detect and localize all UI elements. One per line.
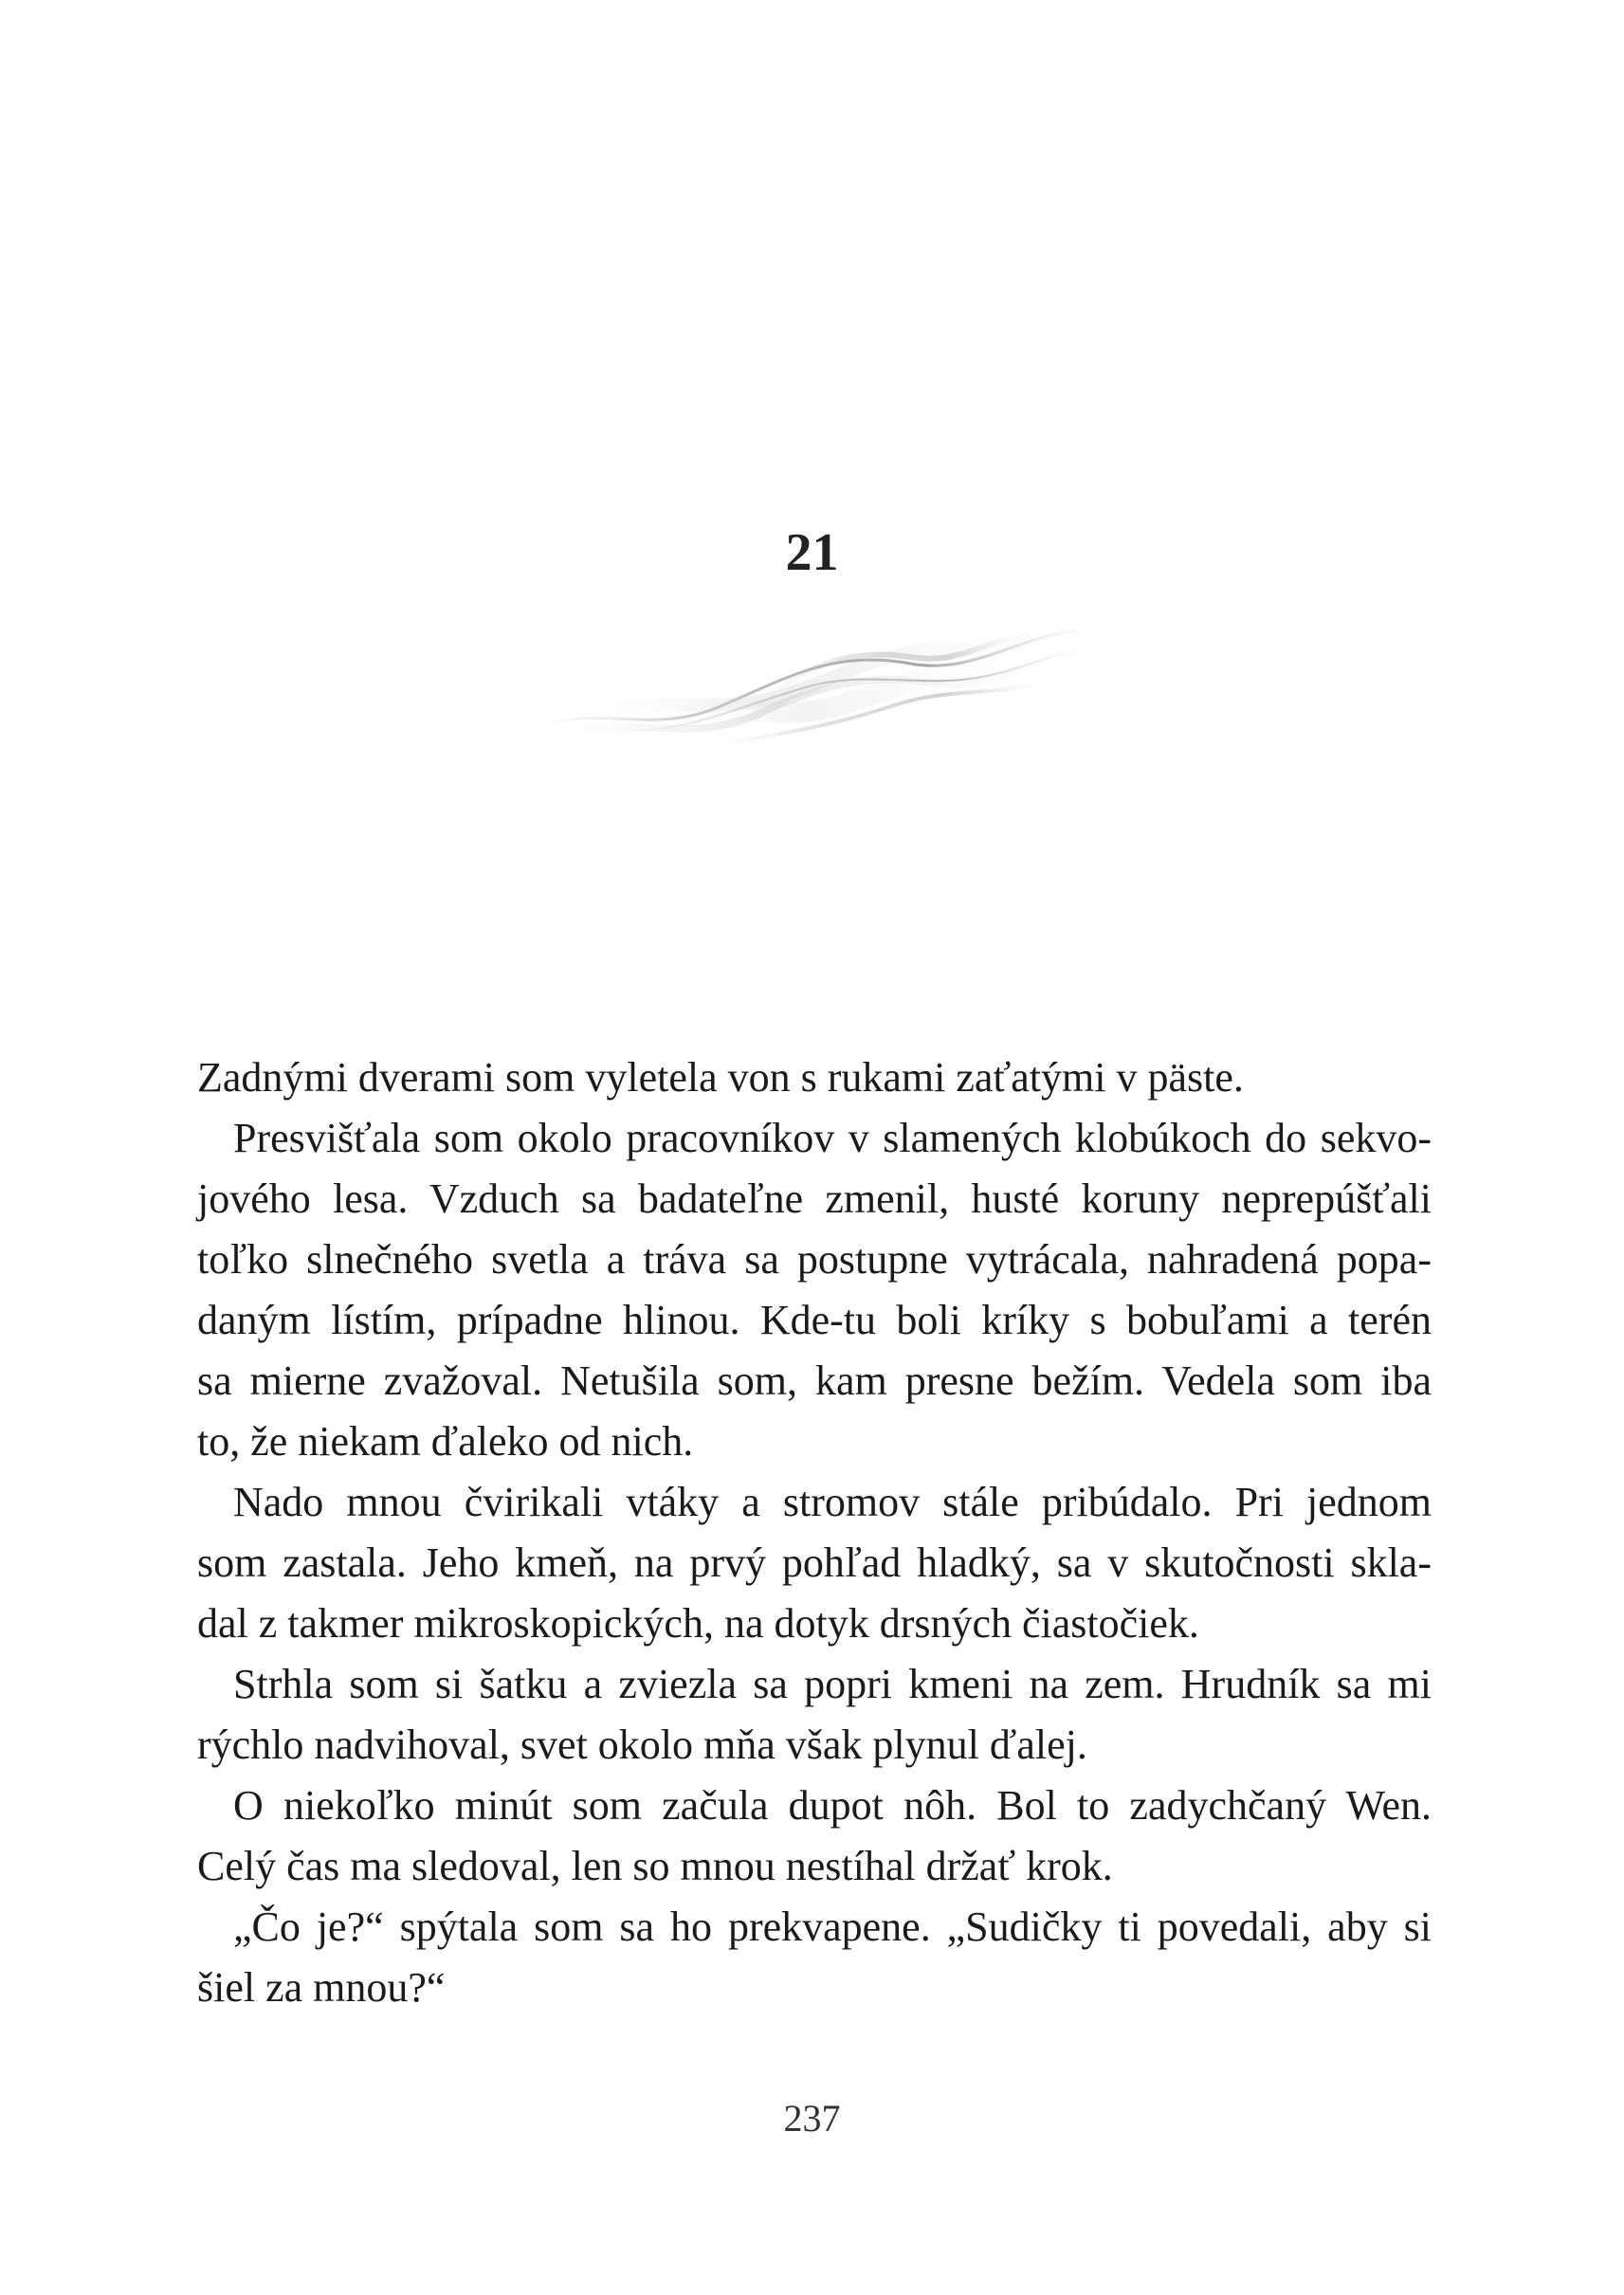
text-line: Nado mnou čvirikali vtáky a stromov stále pribúdalo. Pri jednom xyxy=(233,1479,1432,1525)
text-line: Strhla som si šatku a zviezla sa popri kmeni na zem. Hrudník sa mi xyxy=(233,1661,1432,1707)
text-line: Presvišťala som okolo pracovníkov v slamených klobúkoch do sekvo- xyxy=(233,1115,1432,1161)
page-number: 237 xyxy=(783,2097,841,2140)
text-line: dal z takmer mikroskopických, na dotyk drsných čiastočiek. xyxy=(197,1600,1199,1647)
smoke-wave-ornament-icon xyxy=(531,592,1100,782)
text-line: rýchlo nadvihoval, svet okolo mňa však plynul ďalej. xyxy=(197,1721,1087,1768)
chapter-number: 21 xyxy=(785,523,839,582)
body-text xyxy=(197,1047,1432,2018)
text-line: daným lístím, prípadne hlinou. Kde-tu boli kríky s bobuľami a terén xyxy=(197,1297,1432,1343)
text-line: šiel za mnou?“ xyxy=(197,1964,446,2011)
text-line: O niekoľko minút som začula dupot nôh. Bol to zadychčaný Wen. xyxy=(233,1782,1432,1829)
text-line: som zastala. Jeho kmeň, na prvý pohľad hladký, sa v skutočnosti skla- xyxy=(197,1539,1432,1586)
text-line: to, že niekam ďaleko od nich. xyxy=(197,1418,694,1465)
text-line: Zadnými dverami som vyletela von s rukami zaťatými v päste. xyxy=(197,1054,1244,1101)
text-line: toľko slnečného svetla a tráva sa postupne vytrácala, nahradená popa- xyxy=(197,1236,1432,1283)
text-line: jového lesa. Vzduch sa badateľne zmenil, husté koruny neprepúšťali xyxy=(197,1175,1432,1222)
text-line: „Čo je?“ spýtala som sa ho prekvapene. „Sudičky ti povedali, aby si xyxy=(233,1903,1432,1950)
text-line: Celý čas ma sledoval, len so mnou nestíhal držať krok. xyxy=(197,1843,1113,1889)
text-line: sa mierne zvažoval. Netušila som, kam presne bežím. Vedela som iba xyxy=(197,1357,1432,1404)
